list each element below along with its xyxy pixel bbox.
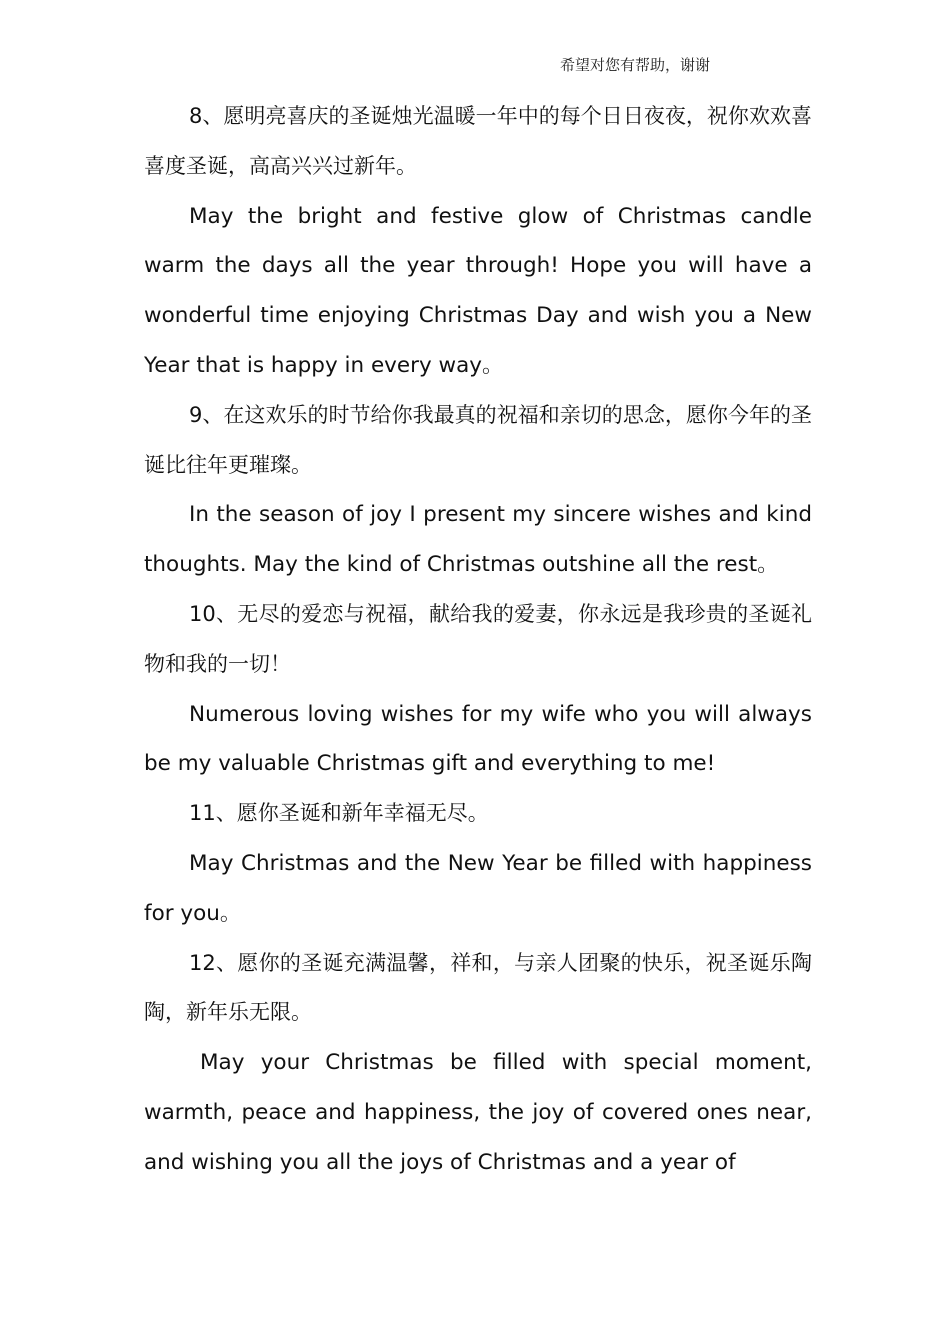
paragraph-11-zh: 11、愿你圣诞和新年幸福无尽。 (189, 801, 489, 826)
paragraph-11-en: May Christmas and the New Year be filled with happiness for you。 (144, 850, 812, 926)
header-note: 希望对您有帮助，谢谢 (560, 56, 711, 74)
paragraph-9-zh: 9、在这欢乐的时节给你我最真的祝福和亲切的思念，愿你今年的圣诞比往年更璀璨。 (144, 402, 812, 477)
paragraph-8-en: May the bright and festive glow of Christmas candle warm the days all the year through! Hope you will have a wonderful time enjoying Christmas Day and wish you a New Year that is happy in every way。 (144, 203, 812, 378)
document-body (144, 92, 812, 1188)
paragraph-10-zh: 10、无尽的爱恋与祝福，献给我的爱妻，你永远是我珍贵的圣诞礼物和我的一切！ (144, 601, 812, 676)
paragraph-12-zh: 12、愿你的圣诞充满温馨，祥和，与亲人团聚的快乐，祝圣诞乐陶陶，新年乐无限。 (144, 950, 812, 1025)
paragraph-12-en: May your Christmas be filled with special moment, warmth, peace and happiness, the joy of covered ones near, and wishing you all the joys of Christmas and a year of (144, 1050, 812, 1175)
paragraph-8-zh: 8、愿明亮喜庆的圣诞烛光温暖一年中的每个日日夜夜，祝你欢欢喜喜度圣诞，高高兴兴过新年。 (144, 104, 812, 178)
paragraph-9-en: In the season of joy I present my sincere wishes and kind thoughts. May the kind of Christmas outshine all the rest。 (144, 502, 812, 578)
paragraph-10-en: Numerous loving wishes for my wife who you will always be my valuable Christmas gift and everything to me! (144, 701, 812, 777)
